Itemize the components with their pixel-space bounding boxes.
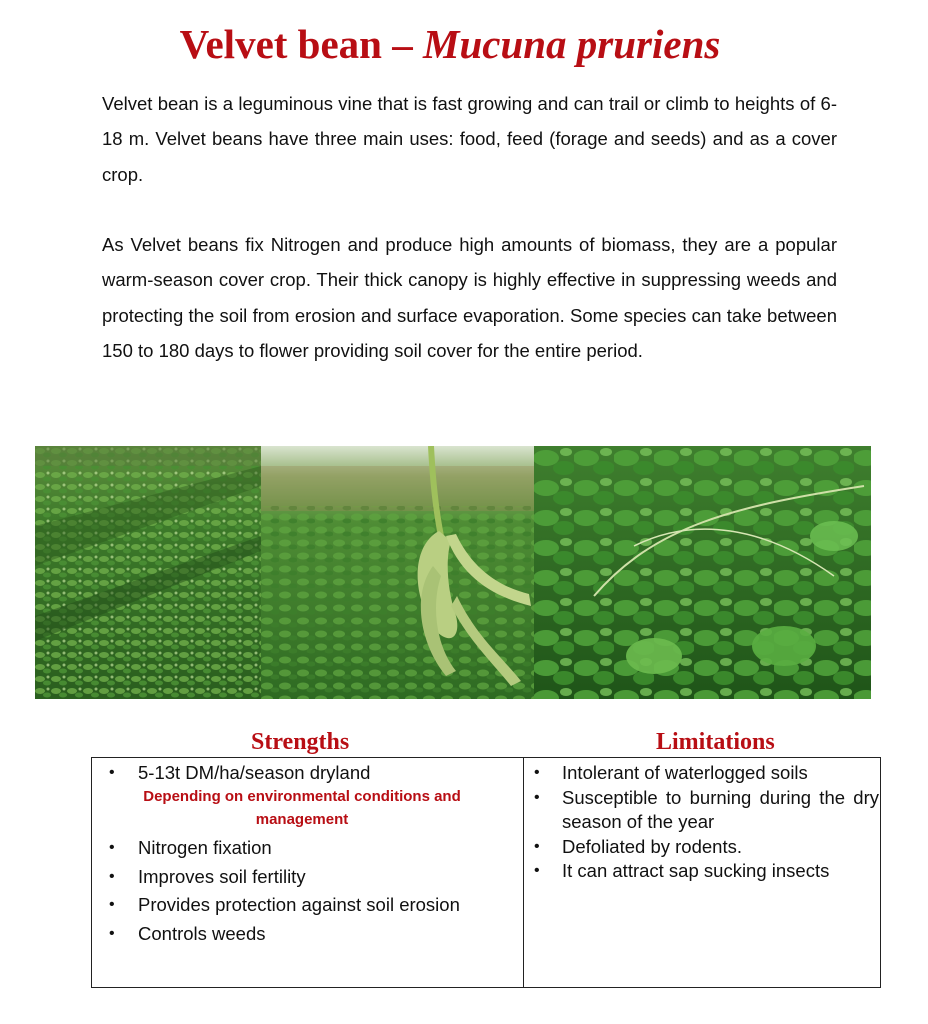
title-common-name: Velvet bean – <box>179 21 413 67</box>
list-item <box>524 859 879 884</box>
list-item-label: 5-13t DM/ha/season dryland <box>138 762 371 783</box>
bullet-icon: • <box>109 867 115 885</box>
strengths-note-row <box>92 785 522 834</box>
photo-strip <box>35 446 871 699</box>
title-scientific-name: Mucuna pruriens <box>422 21 721 67</box>
velvet-bean-pods-photo <box>261 446 534 699</box>
list-item-label: Intolerant of waterlogged soils <box>562 762 808 783</box>
velvet-bean-field-photo <box>35 446 261 699</box>
list-item <box>92 834 522 863</box>
list-item-label: It can attract sap sucking insects <box>562 860 830 881</box>
velvet-bean-leaves-photo <box>534 446 871 699</box>
list-item <box>92 920 522 949</box>
bullet-icon: • <box>534 837 540 855</box>
limitations-heading: Limitations <box>656 729 775 755</box>
bullet-icon: • <box>534 862 540 879</box>
strengths-list <box>92 761 522 948</box>
list-item <box>92 891 522 920</box>
list-item-label: Defoliated by rodents. <box>562 835 742 857</box>
list-item-label: Susceptible to burning during the dry season of the year <box>562 786 879 832</box>
list-item <box>524 786 879 835</box>
intro-paragraph: Velvet bean is a leguminous vine that is fast growing and can trail or climb to heights of 6-18 m. Velvet beans have three main uses: food, feed (forage and seeds) and as a cover crop. <box>102 93 837 185</box>
bullet-icon: • <box>534 788 540 806</box>
bullet-icon: • <box>109 764 115 781</box>
list-item-label: Provides protection against soil erosion <box>138 894 460 915</box>
strengths-note: Depending on environmental conditions and management <box>143 788 461 828</box>
list-item <box>92 863 522 892</box>
list-item <box>92 761 522 785</box>
list-item <box>524 835 879 860</box>
bullet-icon: • <box>534 764 540 781</box>
list-item-label: Improves soil fertility <box>138 865 306 887</box>
page-title <box>0 18 900 70</box>
bullet-icon: • <box>109 896 115 913</box>
strengths-limitations-table <box>91 757 881 988</box>
strengths-heading: Strengths <box>251 729 350 755</box>
list-item-label: Nitrogen fixation <box>138 837 272 858</box>
cover-crop-paragraph: As Velvet beans fix Nitrogen and produce high amounts of biomass, they are a popular warm-season cover crop. Their thick canopy is highly effective in suppressing weeds and protecting the soil from erosion and surface evaporation. Some species can take between 150 to 180 days to flower providing soil cover for the entire period. <box>102 234 837 361</box>
list-item-label: Controls weeds <box>138 922 266 944</box>
bullet-icon: • <box>109 924 115 942</box>
bullet-icon: • <box>109 839 115 856</box>
limitations-list <box>524 761 879 884</box>
list-item <box>524 761 879 786</box>
